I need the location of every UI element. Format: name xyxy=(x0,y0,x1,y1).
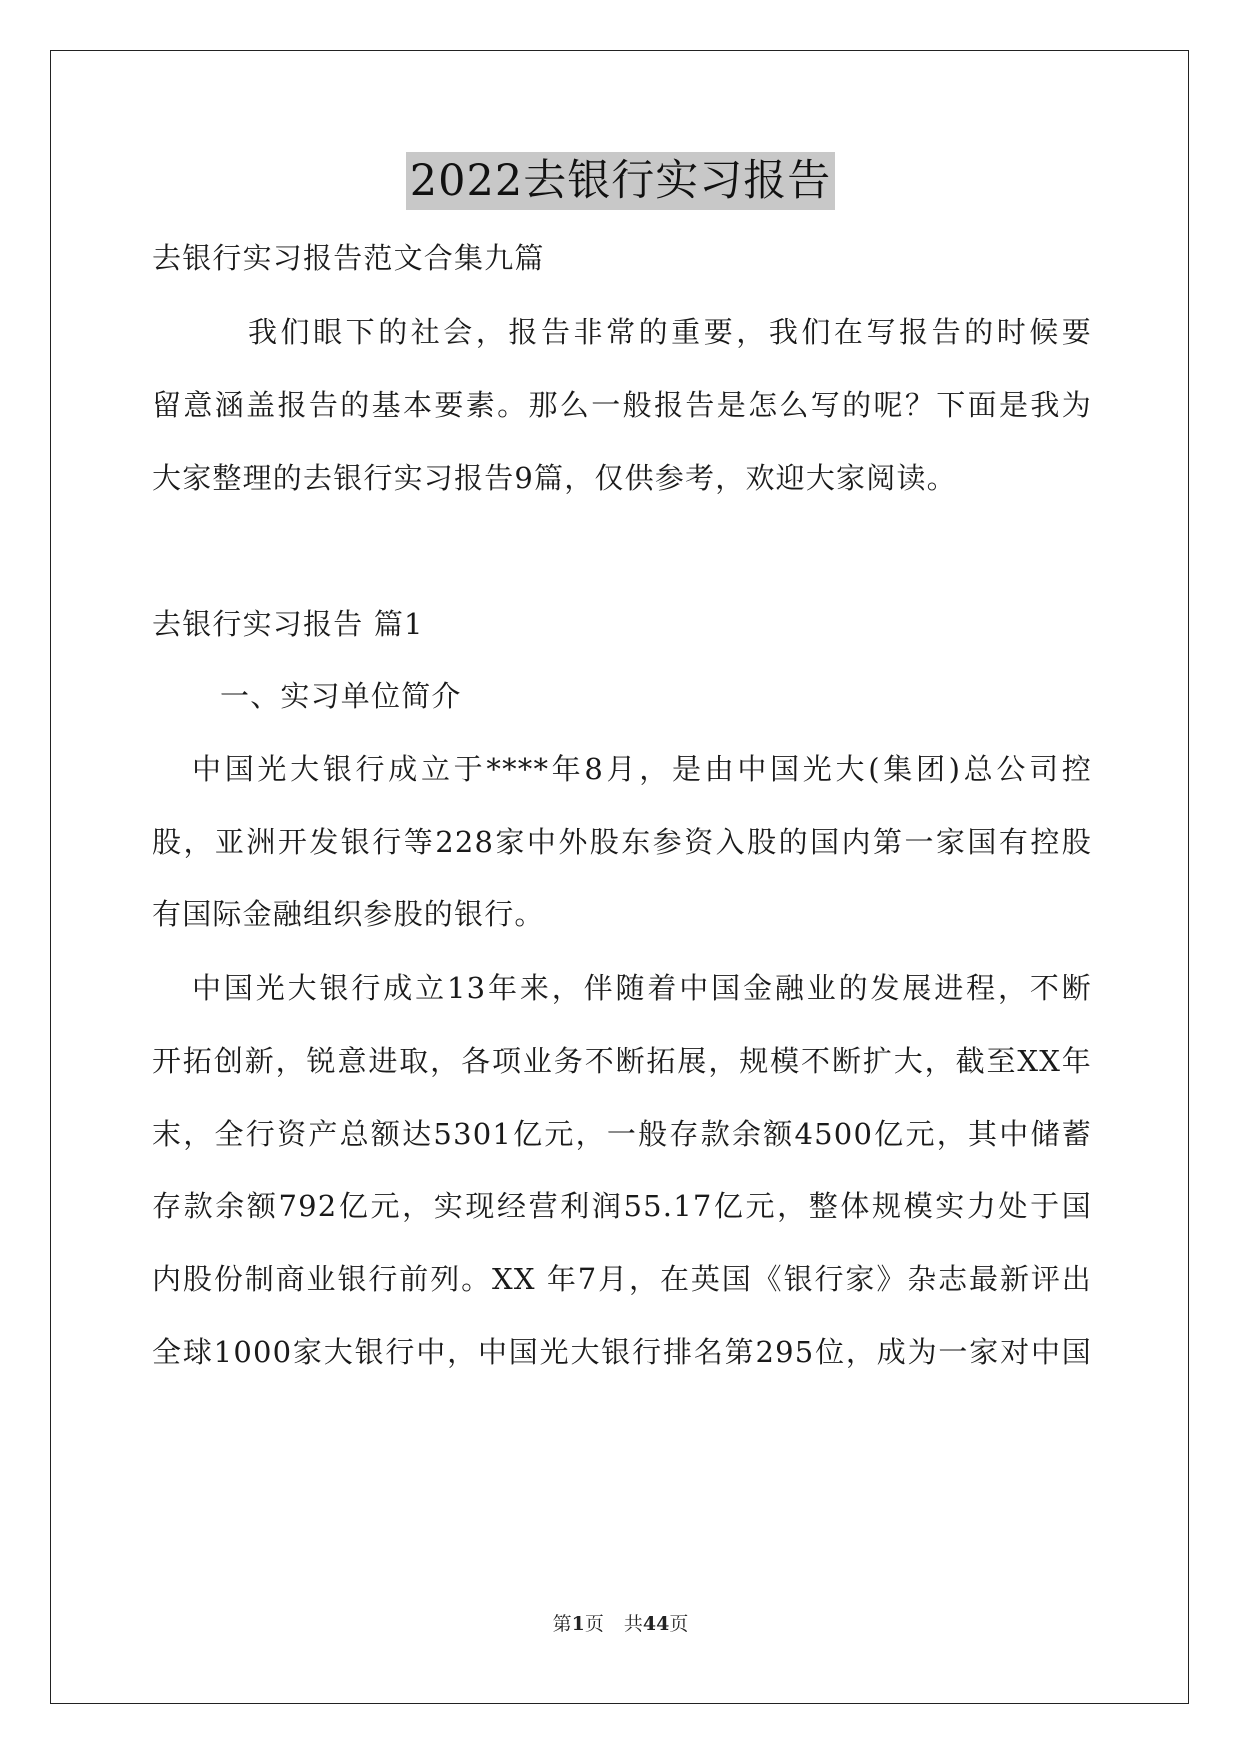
page-number: 1 xyxy=(571,1613,585,1635)
paragraph2-line-5: 内股份制商业银行前列。XX 年7月，在英国《银行家》杂志最新评出 xyxy=(152,1262,1092,1296)
total-prefix: 共 xyxy=(623,1613,643,1635)
page-footer xyxy=(0,1612,1241,1636)
title-container xyxy=(0,152,1241,210)
paragraph1-line-2: 股，亚洲开发银行等228家中外股东参资入股的国内第一家国有控股 xyxy=(152,825,1092,859)
subheading: 一、实习单位简介 xyxy=(220,679,462,713)
intro-line-1: 我们眼下的社会，报告非常的重要，我们在写报告的时候要 xyxy=(248,315,1092,349)
paragraph1-line-3: 有国际金融组织参股的银行。 xyxy=(152,897,545,931)
document-title: 2022去银行实习报告 xyxy=(406,152,835,210)
page-suffix: 页 xyxy=(584,1613,604,1635)
page-border xyxy=(50,50,1189,1704)
total-suffix: 页 xyxy=(669,1613,689,1635)
intro-line-2: 留意涵盖报告的基本要素。那么一般报告是怎么写的呢？下面是我为 xyxy=(152,388,1092,422)
paragraph2-line-6: 全球1000家大银行中，中国光大银行排名第295位，成为一家对中国 xyxy=(152,1335,1092,1369)
paragraph1-line-1: 中国光大银行成立于****年8月，是由中国光大(集团)总公司控 xyxy=(192,752,1092,786)
page-prefix: 第 xyxy=(552,1613,572,1635)
section-heading: 去银行实习报告 篇1 xyxy=(152,607,424,641)
total-pages: 44 xyxy=(642,1613,670,1635)
paragraph2-line-4: 存款余额792亿元，实现经营利润55.17亿元，整体规模实力处于国 xyxy=(152,1189,1092,1223)
paragraph2-line-1: 中国光大银行成立13年来，伴随着中国金融业的发展进程，不断 xyxy=(192,971,1092,1005)
intro-line-3: 大家整理的去银行实习报告9篇，仅供参考，欢迎大家阅读。 xyxy=(152,461,957,495)
paragraph2-line-2: 开拓创新，锐意进取，各项业务不断拓展，规模不断扩大，截至XX年 xyxy=(152,1044,1092,1078)
paragraph2-line-3: 末，全行资产总额达5301亿元，一般存款余额4500亿元，其中储蓄 xyxy=(152,1117,1092,1151)
subtitle: 去银行实习报告范文合集九篇 xyxy=(152,241,545,275)
